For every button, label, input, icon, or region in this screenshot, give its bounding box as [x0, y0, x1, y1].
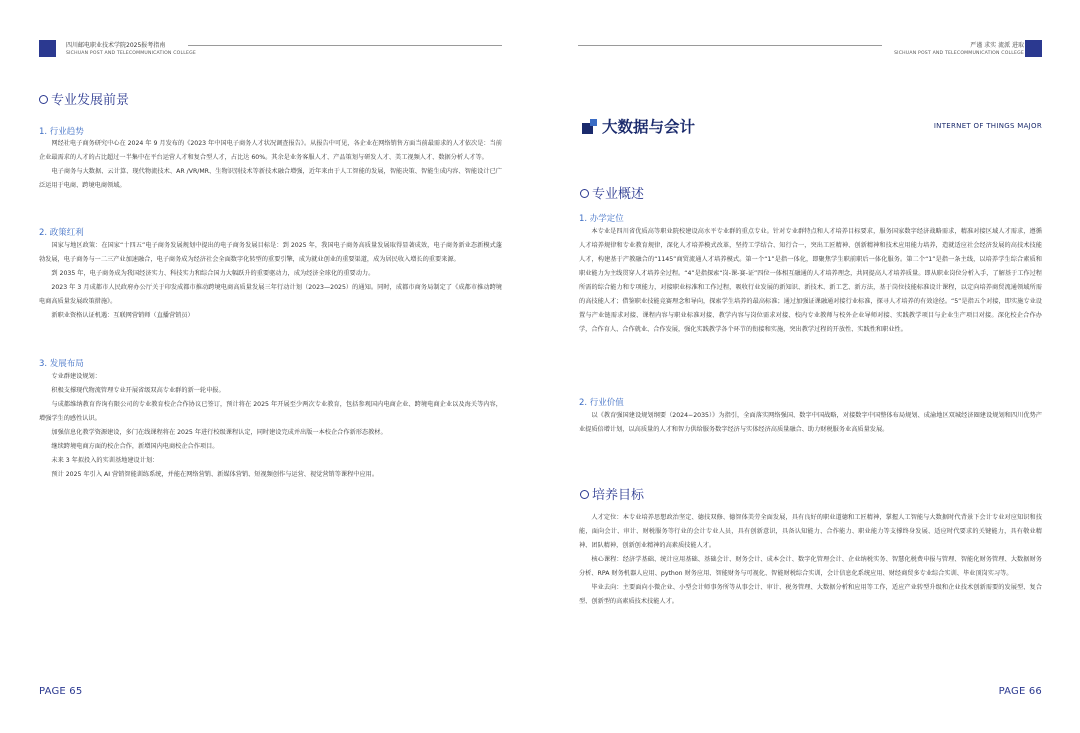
paragraph: 以《教育强国建设规划纲要（2024−2035）》为指引，全面落实网络强国、数字中国战略，对接数字中国整体布局规划、成渝地区双城经济圈建设规划和四川优势产业提质倍增计划，以高质量的人才和智力供给服务数字经济与实体经济高质量融合、助力财税服务业高质量发展。 — [579, 412, 1042, 433]
header-rule — [578, 45, 882, 46]
header-rule — [188, 45, 502, 46]
heading-policy: 2. 政策红利 — [39, 228, 84, 238]
paragraph: 新职业资格认证机遇：互联网营销师（直播营销员） — [51, 312, 194, 319]
page-number-right: PAGE 66 — [998, 686, 1042, 697]
header-logo-square-right — [1025, 40, 1042, 57]
major-title: 大数据与会计 — [602, 118, 696, 136]
ring-icon — [580, 490, 589, 499]
section-title-text: 专业发展前景 — [51, 93, 130, 108]
heading-industry-value: 2. 行业价值 — [579, 398, 624, 408]
section-title-overview — [580, 183, 644, 202]
paragraph: 网经社电子商务研究中心在 2024 年 9 月发布的《2023 年中国电子商务人才状况调查报告》。从报告中可见，各企业在网络销售方面当前最需求的人才依次是：当前企业最需求的人才的占比超过一半集中在平台运营人才和复合型人才，占比达 60%。其余是业务客服人才、产品策划与研发人才、美工视频人才、数据分析人才等。 — [39, 140, 502, 161]
block-policy — [39, 239, 502, 323]
paragraph: 积极支撑现代物流管理专业开展省级双高专业群的新一轮申报。 — [51, 387, 225, 394]
heading-positioning: 1. 办学定位 — [579, 214, 624, 224]
major-block-icon — [582, 119, 597, 134]
section-title-text: 专业概述 — [592, 187, 645, 202]
paragraph: 毕业去向：主要面向小微企业、小型会计师事务所等从事会计、审计、税务管理、大数据分析和应用等工作，适应产业转型升级和企业技术创新需要的发展型、复合型、创新型的高素质技术技能人才。 — [579, 584, 1042, 605]
paragraph: 专业群建设规划： — [51, 373, 101, 380]
header-school-en: SICHUAN POST AND TELECOMMUNICATION COLLEGE — [66, 51, 196, 56]
paragraph: 与成都维纳教育咨询有限公司的专业教育校企合作协议已签订，预计将在 2025 年开展至少两次专业教育，包括参观国内电商企业、跨境电商企业以及海关等内容，增强学生的感性认识。 — [39, 401, 502, 422]
block-positioning — [579, 225, 1042, 337]
page-number-left: PAGE 65 — [39, 686, 83, 697]
ring-icon — [580, 189, 589, 198]
heading-layout: 3. 发展布局 — [39, 359, 84, 369]
paragraph: 2023 年 3 月成都市人民政府办公厅关于印发成都市推动跨境电商高质量发展三年行动计划（2023—2025）的通知。同时，成都市商务局制定了《成都市推动跨境电商高质量发展政策措施》。 — [39, 284, 502, 305]
paragraph: 人才定位：本专业培养思想政治坚定、德技双修、德智体美劳全面发展，具有良好的职业道德和工匠精神，掌握人工智能与大数据时代背景下会计专业对应知识和技能，面向会计、审计、财税服务等行业的会计专业人员，具有创新意识，具备认知能力、合作能力、职业能力等支撑终身发展、适应时代要求的关键能力，具有敬业精神、团队精神，创新创业精神的高素质技能人才。 — [579, 514, 1042, 549]
right-page — [540, 0, 1080, 733]
paragraph: 国家与地区政策：在国家“十四五”电子商务发展规划中提出的电子商务发展目标是：到 2025 年，我国电子商务高质量发展取得显著成效，电子商务新业态新模式蓬勃发展，电子商务与一二三产业加速融合，电子商务成为经济社会全面数字化转型的重要引擎，成为就业创业的重要渠道，成为居民收入增长的重要来源。 — [39, 242, 502, 263]
heading-industry-trend: 1. 行业趋势 — [39, 127, 84, 137]
paragraph: 到 2035 年，电子商务成为我国经济实力、科技实力和综合国力大幅跃升的重要驱动力，成为经济全球化的重要动力。 — [51, 270, 375, 277]
paragraph: 本专业是四川省优质高等职业院校建设高水平专业群的重点专业。针对专业群特点和人才培养目标要求，服务国家数字经济战略需求，精准对接区域人才需求，遵循人才培养规律和专业教育规律，深化人才培养模式改革，坚持工学结合、知行合一，突出工匠精神、创新精神和技术应用能力培养，造就适应社会经济发展的高技术技能人才，构建基于产教融合的“1145”商贸流通人才培养模式。第一个“1”是指一体化，即聚焦学生职前职后一体化服务。第二个“1”是指一条主线，以培养学生综合素质和职业能力为主线贯穿人才培养全过程。“4”是指探索“岗-课-赛-证”四位一体相互融通的人才培养理念，共同提高人才培养质量。即从职业岗位分析入手，了解基于工作过程所需的综合能力和专项能力，对接职业标准和工作过程，吸收行业发展的新知识、新技术、新工艺、新方法，基于岗位技能标准设计课程，以定向培养商贸流通领域所需的高技能人才；借鉴职业技能竞赛理念和导向，探索学生培养的最高标准；通过加强证课融通对接行业标准，探寻人才培养的有效途径。“5”是指五个对接，即实施专业设置与产业链需求对接、课程内容与职业标准对接、教学内容与岗位需求对接、校内专业教师与校外企业导师对接、实践教学项目与企业生产项目对接。深化校企合作办学，合作育人、合作就业、合作发展，强化实践教学各个环节的衔接和实施，突出教学过程的开放性、实践性和职业性。 — [579, 228, 1042, 333]
block-goals — [579, 511, 1042, 609]
paragraph: 预计 2025 年引入 AI 营销智能训练系统，并能在网络营销、新媒体营销、短视频创作与运营、视觉营销等课程中应用。 — [51, 471, 379, 478]
section-title-prospects — [39, 89, 129, 108]
paragraph: 加强信息化教学资源建设，多门在线课程将在 2025 年进行校级课程认定，同时建设完成并出版一本校企合作新形态教材。 — [51, 429, 387, 436]
major-title-en: INTERNET OF THINGS MAJOR — [933, 122, 1042, 130]
paragraph: 核心课程：经济学基础、统计应用基础、基础会计、财务会计、成本会计、数字化管理会计、企业纳税实务、智慧化税费申报与管理、智能化财务管理、大数据财务分析、RPA 财务机器人应用、python 财务应用、智能财务与可视化、智能财税综合实训，会计信息化系统应用、财经商贸多专业综合实训、毕业顶岗实习等。 — [579, 556, 1042, 577]
header-motto: 严谨 求实 流派 进取 — [970, 42, 1024, 49]
header-school-en-right: SICHUAN POST AND TELECOMMUNICATION COLLEGE — [894, 51, 1024, 56]
block-industry-trend — [39, 137, 502, 193]
header-school-cn: 四川邮电职业技术学院2025报考指南 — [66, 42, 166, 49]
block-industry-value — [579, 409, 1042, 437]
section-title-text: 培养目标 — [592, 488, 645, 503]
paragraph: 继续跨境电商方面的校企合作，新增国内电商校企合作项目。 — [51, 443, 219, 450]
header-left-text — [66, 42, 196, 57]
ring-icon — [39, 95, 48, 104]
header-right-text — [894, 42, 1024, 57]
section-title-goals — [580, 484, 644, 503]
block-layout — [39, 370, 502, 482]
header-logo-square — [39, 40, 56, 57]
paragraph: 电子商务与大数据、云计算、现代物流技术、AR /VR/MR、生物识别技术等新技术融合增强，近年来由于人工智能的发展，智能决策、智能生成内容、智能设计已广泛运用于电商、跨境电商领域。 — [39, 168, 502, 189]
paragraph: 未来 3 年拟投入的实训基地建设计划： — [51, 457, 159, 464]
